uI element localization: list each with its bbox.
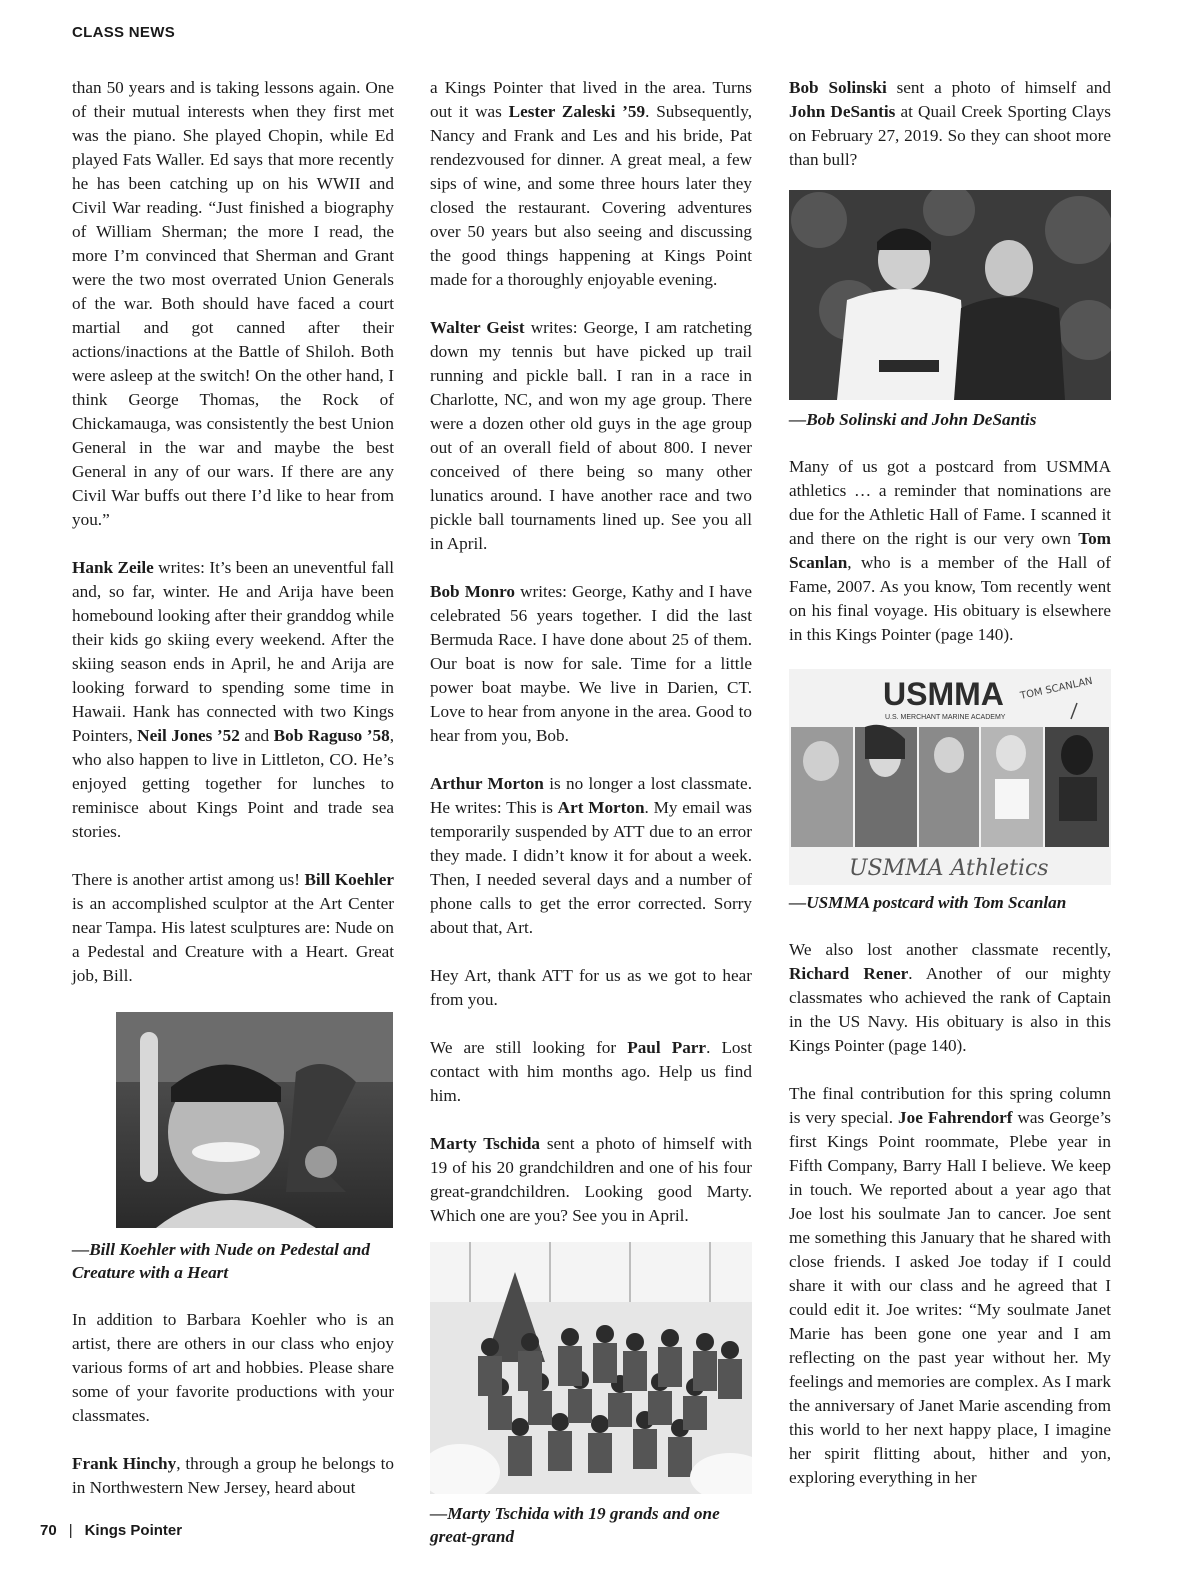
name: Hank Zeile — [72, 558, 154, 577]
column-1 — [72, 76, 394, 1500]
photo-caption: —Marty Tschida with 19 grands and one great-grand — [430, 1504, 720, 1546]
photo-caption: —Bob Solinski and John DeSantis — [789, 410, 1037, 429]
paragraph-hank-zeile: Hank Zeile writes: It’s been an uneventful fall and, so far, winter. He and Arija have been homebound looking after their granddog while their kids go skiing every weekend. After the skiing season ends in April, he and Arija are looking forward to spending some time in Hawaii. Hank has connected with two Kings Pointers, Neil Jones ’52 and Bob Raguso ’58, who also happen to live in Littleton, CO. He’s enjoyed getting together for lunches to reminisce about Kings Point and trade sea stories. — [72, 558, 395, 841]
paragraph-arthur-morton: Arthur Morton is no longer a lost classmate. He writes: This is Art Morton. My email was temporarily suspended by ATT due to an error they made. I didn’t know it for about a week. Then, I needed several days and a number of phone calls to get the error corrected. Sorry about that, Art. — [430, 774, 752, 937]
postcard-handwritten-note: TOM SCANLAN — [1019, 675, 1094, 702]
photo-bill-koehler — [116, 1012, 393, 1228]
photo-caption: —USMMA postcard with Tom Scanlan — [789, 893, 1067, 912]
postcard-subtitle: U.S. MERCHANT MARINE ACADEMY — [885, 714, 1006, 721]
photo-usmma-postcard — [789, 669, 1111, 885]
name: Neil Jones ’52 — [137, 726, 240, 745]
name: Paul Parr — [627, 1038, 707, 1057]
name: Tom Scanlan — [789, 529, 1111, 572]
paragraph: In addition to Barbara Koehler who is an artist, there are others in our class who enjoy various forms of art and hobbies. Please share some of your favorite productions with your classmates. — [72, 1310, 394, 1425]
postcard-script: USMMA Athletics — [849, 856, 1049, 881]
name: Walter Geist — [430, 318, 525, 337]
name: Bob Monro — [430, 582, 516, 601]
paragraph-joe-fahrendorf: The final contribution for this spring column is very special. Joe Fahrendorf was George’s first Kings Point roommate, Plebe year in Fifth Company, Barry Hall I believe. We keep in touch. We reported about a year ago that Joe lost his soulmate Jan to cancer. Joe sent me something this January that he shared with close friends. I asked Joe today if I could share it with our class and he agreed that I could edit it. Joe writes: “My soulmate Janet Marie has been gone one year and I am reflecting on the past year without her. My feelings and memories are complex. As I mark the anniversary of Janet Marie ascending from this world to her next happy place, I imagine her spirit flitting about, hither and yon, exploring everything in her — [789, 1084, 1111, 1487]
paragraph-walter-geist: Walter Geist writes: George, I am ratcheting down my tennis but have picked up trail running and pickle ball. I ran in a race in Charlotte, NC, and won my age group. There were a dozen other old guys in the age group out of an overall field of about 800. I never conceived of there being so many other lunatics around. I have another race and two pickle ball tournaments lined up. See you all in April. — [430, 318, 752, 553]
paragraph-lester-zaleski: a Kings Pointer that lived in the area. Turns out it was Lester Zaleski ’59. Subsequently, Nancy and Frank and Les and his bride, Pat rendezvoused for dinner. A great meal, a few sips of wine, and some three hours later they closed the restaurant. Covering adventures over 50 years but also seeing and discussing the good things happening at Kings Point made for a thoroughly enjoyable evening. — [430, 78, 752, 289]
name: Joe Fahrendorf — [898, 1108, 1013, 1127]
name: John DeSantis — [789, 102, 896, 121]
paragraph: Hey Art, thank ATT for us as we got to hear from you. — [430, 966, 752, 1009]
paragraph-richard-rener: We also lost another classmate recently, Richard Rener. Another of our mighty classmates who achieved the rank of Captain in the US Navy. His obituary is also in this Kings Pointer (page 140). — [789, 940, 1111, 1055]
paragraph-usmma-postcard: Many of us got a postcard from USMMA athletics … a reminder that nominations are due for the Athletic Hall of Fame. I scanned it and there on the right is our very own Tom Scanlan, who is a member of the Hall of Fame, 2007. As you know, Tom recently went on his final voyage. His obituary is elsewhere in this Kings Pointer (page 140). — [789, 457, 1111, 644]
name: Bill Koehler — [304, 870, 394, 889]
paragraph: than 50 years and is taking lessons again. One of their mutual interests when they first met was the piano. She played Chopin, while Ed played Fats Waller. Ed says that more recently he has been catching up on his WWII and Civil War reading. “Just finished a biography of William Sherman; the more I read, the more I’m convinced that Sherman and Grant were the two most overrated Union Generals of the war. Both should have faced a court martial and got canned after their actions/inactions at the Battle of Shiloh. Both were asleep at the switch! On the other hand, I think George Thomas, the Rock of Chickamauga, was consistently the best Union General in the war and maybe the best General in any of our wars. If there are any Civil War buffs out there I’d like to hear from you.” — [72, 78, 394, 529]
page-footer — [40, 1522, 182, 1539]
paragraph-marty-tschida: Marty Tschida sent a photo of himself with 19 of his 20 grandchildren and one of his four great-grandchildren. Looking good Marty. Which one are you? See you in April. — [430, 1134, 752, 1225]
publication-name: Kings Pointer — [84, 1522, 183, 1539]
name: Lester Zaleski ’59 — [508, 102, 646, 121]
page-number: 70 — [40, 1522, 57, 1539]
photo-bob-solinski-john-desantis — [789, 190, 1111, 400]
paragraph-bill-koehler: There is another artist among us! Bill Koehler is an accomplished sculptor at the Art Center near Tampa. His latest sculptures are: Nude on a Pedestal and Creature with a Heart. Great job, Bill. — [72, 870, 394, 985]
paragraph-bob-monro: Bob Monro writes: George, Kathy and I have celebrated 56 years together. I did the last Bermuda Race. I have done about 25 of them. Our boat is now for sale. Time for a little power boat maybe. We live in Darien, CT. Love to hear from anyone in the area. Good to hear from you, Bob. — [430, 582, 752, 745]
column-3 — [789, 76, 1111, 1490]
paragraph-frank-hinchy: Frank Hinchy, through a group he belongs to in Northwestern New Jersey, heard about — [72, 1454, 394, 1497]
name: Bob Solinski — [789, 78, 887, 97]
name: Frank Hinchy — [72, 1454, 177, 1473]
name: Arthur Morton — [430, 774, 544, 793]
separator: | — [68, 1522, 73, 1539]
photo-caption: —Bill Koehler with Nude on Pedestal and Creature with a Heart — [72, 1240, 370, 1282]
name: Marty Tschida — [430, 1134, 540, 1153]
name: Bob Raguso ’58 — [273, 726, 390, 745]
name: Art Morton — [557, 798, 645, 817]
paragraph-paul-parr: We are still looking for Paul Parr. Lost contact with him months ago. Help us find him. — [430, 1038, 752, 1105]
photo-marty-tschida-family — [430, 1242, 752, 1494]
name: Richard Rener — [789, 964, 909, 983]
postcard-title: USMMA — [883, 676, 1004, 712]
column-2 — [430, 76, 752, 1572]
paragraph-bob-solinski: Bob Solinski sent a photo of himself and John DeSantis at Quail Creek Sporting Clays on February 27, 2019. So they can shoot more than bull? — [789, 78, 1111, 169]
section-label: CLASS NEWS — [72, 24, 176, 41]
